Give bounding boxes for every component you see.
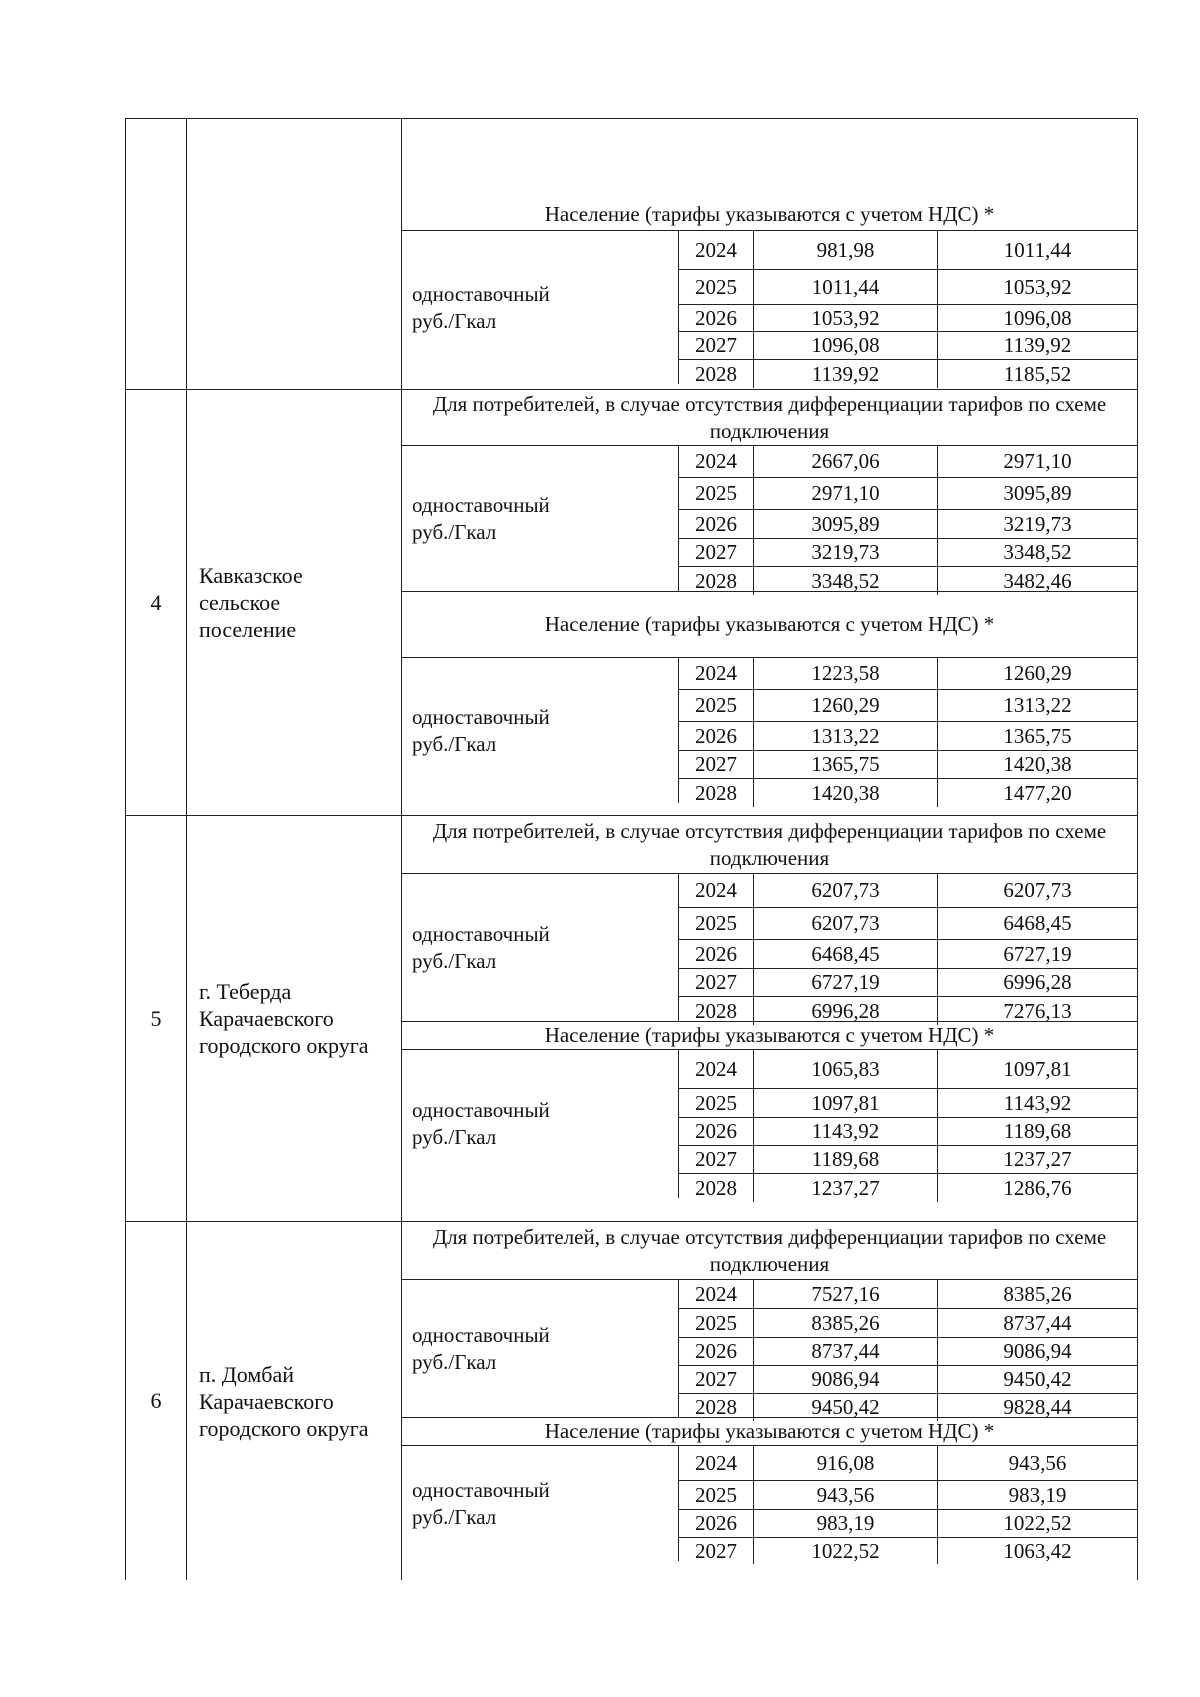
table-row xyxy=(679,510,1137,539)
tariff-value-first-half: 1139,92 xyxy=(754,360,938,388)
year-cell: 2024 xyxy=(679,1050,754,1088)
year-cell: 2025 xyxy=(679,1309,754,1337)
year-cell: 2028 xyxy=(679,360,754,388)
section-header: Население (тарифы указываются с учетом НДС) * xyxy=(402,119,1137,231)
table-block xyxy=(125,389,1138,815)
settlement-name: г. Теберда Карачаевского городского округа xyxy=(187,816,402,1221)
tariff-value-first-half: 981,98 xyxy=(754,231,938,269)
tariff-value-first-half: 1420,38 xyxy=(754,779,938,807)
tariff-value-second-half: 983,19 xyxy=(1008,1482,1067,1507)
tariff-value-second-half: 3095,89 xyxy=(1003,481,1072,505)
tariff-value-second-half: 9450,42 xyxy=(1003,1367,1072,1391)
tariff-value-second-half: 2971,10 xyxy=(1003,449,1072,473)
tariff-value-second-half: 8737,44 xyxy=(1003,1310,1072,1335)
tariff-value-first-half: 9086,94 xyxy=(754,1366,938,1393)
table-row xyxy=(679,1050,1137,1089)
table-row xyxy=(679,969,1137,997)
year-cell: 2026 xyxy=(679,305,754,331)
tariff-value-second-half: 3219,73 xyxy=(1003,511,1072,536)
tariff-value-second-half: 1097,81 xyxy=(1003,1056,1072,1081)
table-row xyxy=(679,940,1137,969)
year-cell: 2026 xyxy=(679,510,754,538)
tariff-rows xyxy=(679,874,1137,1021)
tariff-subtable xyxy=(402,1280,1137,1418)
table-block xyxy=(125,815,1138,1221)
tariff-subtable xyxy=(402,1446,1137,1561)
tariff-subtable xyxy=(402,658,1137,803)
table-row xyxy=(679,779,1137,807)
tariff-value-first-half: 3348,52 xyxy=(754,567,938,595)
table-row xyxy=(679,1280,1137,1309)
tariff-value-first-half: 2971,10 xyxy=(754,478,938,509)
tariff-value-second-half: 1365,75 xyxy=(1003,723,1072,748)
tariff-value-first-half: 2667,06 xyxy=(754,446,938,477)
section-header: Для потребителей, в случае отсутствия дифференциации тарифов по схеме подключения xyxy=(402,390,1137,446)
table-row xyxy=(679,1366,1137,1394)
tariff-subtable xyxy=(402,231,1137,384)
tariff-value-first-half: 1237,27 xyxy=(754,1174,938,1202)
table-block xyxy=(125,118,1138,389)
year-cell: 2026 xyxy=(679,1510,754,1537)
tariff-value-first-half: 6207,73 xyxy=(754,874,938,907)
year-cell: 2026 xyxy=(679,722,754,750)
tariff-value-first-half: 8385,26 xyxy=(754,1309,938,1337)
tariff-value-second-half: 1185,52 xyxy=(1003,361,1072,386)
table-row xyxy=(679,658,1137,690)
tariff-type-label: одноставочный руб./Гкал xyxy=(402,874,679,1021)
year-cell: 2027 xyxy=(679,539,754,566)
year-cell: 2024 xyxy=(679,1446,754,1480)
tariff-data-column xyxy=(402,816,1138,1221)
tariff-value-second-half: 1022,52 xyxy=(1003,1511,1072,1535)
settlement-name xyxy=(187,119,402,389)
table-row xyxy=(679,332,1137,360)
tariff-value-second-half: 1139,92 xyxy=(1003,333,1072,357)
tariff-value-second-half: 7276,13 xyxy=(1003,998,1072,1023)
tariff-value-first-half: 1223,58 xyxy=(754,658,938,689)
table-row xyxy=(679,1146,1137,1174)
tariff-value-first-half: 1313,22 xyxy=(754,722,938,750)
tariff-rows xyxy=(679,446,1137,591)
tariff-value-second-half: 943,56 xyxy=(1008,1450,1067,1475)
tariff-value-second-half: 1096,08 xyxy=(1003,305,1072,330)
section-header: Население (тарифы указываются с учетом НДС) * xyxy=(402,1418,1137,1446)
tariff-value-first-half: 1097,81 xyxy=(754,1089,938,1117)
tariff-value-first-half: 1065,83 xyxy=(754,1050,938,1088)
table-row xyxy=(679,908,1137,940)
tariff-value-first-half: 6727,19 xyxy=(754,969,938,996)
table-row xyxy=(679,270,1137,305)
table-row xyxy=(679,1089,1137,1118)
tariff-value-second-half: 6996,28 xyxy=(1003,970,1072,994)
table-row xyxy=(679,231,1137,270)
table-row xyxy=(679,1446,1137,1481)
settlement-name: п. Домбай Карачаевского городского округа xyxy=(187,1222,402,1580)
tariff-value-second-half: 6207,73 xyxy=(1003,878,1072,902)
tariff-value-first-half: 1053,92 xyxy=(754,305,938,331)
tariff-rows xyxy=(679,1280,1137,1417)
tariff-rows xyxy=(679,1050,1137,1198)
row-number: 5 xyxy=(126,816,187,1221)
year-cell: 2025 xyxy=(679,270,754,304)
tariff-value-second-half: 1053,92 xyxy=(1003,274,1072,299)
year-cell: 2026 xyxy=(679,1118,754,1145)
year-cell: 2028 xyxy=(679,997,754,1025)
tariff-value-second-half: 3482,46 xyxy=(1003,568,1072,593)
table-row xyxy=(679,1538,1137,1564)
year-cell: 2024 xyxy=(679,658,754,689)
section-header: Население (тарифы указываются с учетом НДС) * xyxy=(402,1022,1137,1050)
tariff-value-first-half: 1260,29 xyxy=(754,690,938,721)
tariff-value-first-half: 3219,73 xyxy=(754,539,938,566)
tariff-type-label: одноставочный руб./Гкал xyxy=(402,231,679,384)
table-row xyxy=(679,1510,1137,1538)
row-number: 6 xyxy=(126,1222,187,1580)
table-row xyxy=(679,1118,1137,1146)
year-cell: 2026 xyxy=(679,1338,754,1365)
tariff-value-second-half: 3348,52 xyxy=(1003,540,1072,564)
tariff-rows xyxy=(679,1446,1137,1561)
year-cell: 2028 xyxy=(679,779,754,807)
tariff-value-first-half: 6996,28 xyxy=(754,997,938,1025)
table-row xyxy=(679,690,1137,722)
tariff-value-first-half: 1096,08 xyxy=(754,332,938,359)
tariff-table xyxy=(125,118,1138,1580)
tariff-value-second-half: 1237,27 xyxy=(1003,1147,1072,1171)
table-row xyxy=(679,1481,1137,1510)
tariff-rows xyxy=(679,658,1137,803)
tariff-value-first-half: 916,08 xyxy=(754,1446,938,1480)
year-cell: 2024 xyxy=(679,874,754,907)
tariff-type-label: одноставочный руб./Гкал xyxy=(402,446,679,591)
tariff-value-first-half: 6468,45 xyxy=(754,940,938,968)
table-row xyxy=(679,446,1137,478)
tariff-value-second-half: 1313,22 xyxy=(1003,693,1072,717)
table-row xyxy=(679,1309,1137,1338)
tariff-subtable xyxy=(402,874,1137,1022)
year-cell: 2027 xyxy=(679,332,754,359)
table-row xyxy=(679,567,1137,595)
year-cell: 2027 xyxy=(679,969,754,996)
year-cell: 2028 xyxy=(679,1394,754,1421)
tariff-value-second-half: 1063,42 xyxy=(1003,1538,1072,1563)
year-cell: 2027 xyxy=(679,751,754,778)
tariff-value-first-half: 1365,75 xyxy=(754,751,938,778)
tariff-value-second-half: 1286,76 xyxy=(1003,1175,1072,1200)
year-cell: 2026 xyxy=(679,940,754,968)
tariff-value-first-half: 983,19 xyxy=(754,1510,938,1537)
tariff-type-label: одноставочный руб./Гкал xyxy=(402,1050,679,1198)
tariff-value-second-half: 6468,45 xyxy=(1003,911,1072,935)
settlement-name: Кавказское сельское поселение xyxy=(187,390,402,815)
year-cell: 2027 xyxy=(679,1538,754,1564)
section-header: Население (тарифы указываются с учетом НДС) * xyxy=(402,592,1137,658)
tariff-subtable xyxy=(402,446,1137,592)
row-number: 4 xyxy=(126,390,187,815)
tariff-type-label: одноставочный руб./Гкал xyxy=(402,1280,679,1417)
table-row xyxy=(679,1174,1137,1202)
tariff-data-column xyxy=(402,119,1138,389)
tariff-rows xyxy=(679,231,1137,384)
table-row xyxy=(679,751,1137,779)
table-row xyxy=(679,1394,1137,1421)
tariff-value-second-half: 6727,19 xyxy=(1003,941,1072,966)
tariff-value-first-half: 8737,44 xyxy=(754,1338,938,1365)
tariff-value-second-half: 1189,68 xyxy=(1003,1119,1072,1143)
tariff-value-second-half: 1260,29 xyxy=(1003,661,1072,685)
section-header: Для потребителей, в случае отсутствия дифференциации тарифов по схеме подключения xyxy=(402,1222,1137,1280)
table-row xyxy=(679,360,1137,388)
tariff-value-first-half: 1143,92 xyxy=(754,1118,938,1145)
year-cell: 2025 xyxy=(679,1089,754,1117)
year-cell: 2024 xyxy=(679,231,754,269)
tariff-type-label: одноставочный руб./Гкал xyxy=(402,658,679,803)
table-row xyxy=(679,1338,1137,1366)
table-row xyxy=(679,997,1137,1025)
year-cell: 2024 xyxy=(679,446,754,477)
tariff-value-first-half: 1011,44 xyxy=(754,270,938,304)
table-row xyxy=(679,874,1137,908)
tariff-data-column xyxy=(402,390,1138,815)
table-row xyxy=(679,539,1137,567)
table-block xyxy=(125,1221,1138,1580)
year-cell: 2025 xyxy=(679,908,754,939)
row-number xyxy=(126,119,187,389)
tariff-value-first-half: 3095,89 xyxy=(754,510,938,538)
year-cell: 2024 xyxy=(679,1280,754,1308)
year-cell: 2028 xyxy=(679,1174,754,1202)
tariff-value-second-half: 1420,38 xyxy=(1003,752,1072,776)
tariff-type-label: одноставочный руб./Гкал xyxy=(402,1446,679,1561)
tariff-value-first-half: 6207,73 xyxy=(754,908,938,939)
tariff-value-second-half: 9828,44 xyxy=(1003,1395,1072,1419)
tariff-value-second-half: 1143,92 xyxy=(1003,1090,1072,1115)
year-cell: 2025 xyxy=(679,1481,754,1509)
tariff-value-first-half: 9450,42 xyxy=(754,1394,938,1421)
tariff-subtable xyxy=(402,1050,1137,1198)
tariff-value-second-half: 1011,44 xyxy=(1003,237,1072,262)
table-row xyxy=(679,478,1137,510)
tariff-data-column xyxy=(402,1222,1138,1580)
tariff-value-first-half: 1022,52 xyxy=(754,1538,938,1564)
tariff-value-second-half: 1477,20 xyxy=(1003,780,1072,805)
year-cell: 2028 xyxy=(679,567,754,595)
tariff-value-second-half: 8385,26 xyxy=(1003,1281,1072,1306)
tariff-value-second-half: 9086,94 xyxy=(1003,1339,1072,1363)
table-row xyxy=(679,722,1137,751)
year-cell: 2027 xyxy=(679,1366,754,1393)
year-cell: 2027 xyxy=(679,1146,754,1173)
year-cell: 2025 xyxy=(679,478,754,509)
table-row xyxy=(679,305,1137,332)
section-header: Для потребителей, в случае отсутствия дифференциации тарифов по схеме подключения xyxy=(402,816,1137,874)
tariff-value-first-half: 7527,16 xyxy=(754,1280,938,1308)
year-cell: 2025 xyxy=(679,690,754,721)
tariff-value-first-half: 943,56 xyxy=(754,1481,938,1509)
tariff-value-first-half: 1189,68 xyxy=(754,1146,938,1173)
